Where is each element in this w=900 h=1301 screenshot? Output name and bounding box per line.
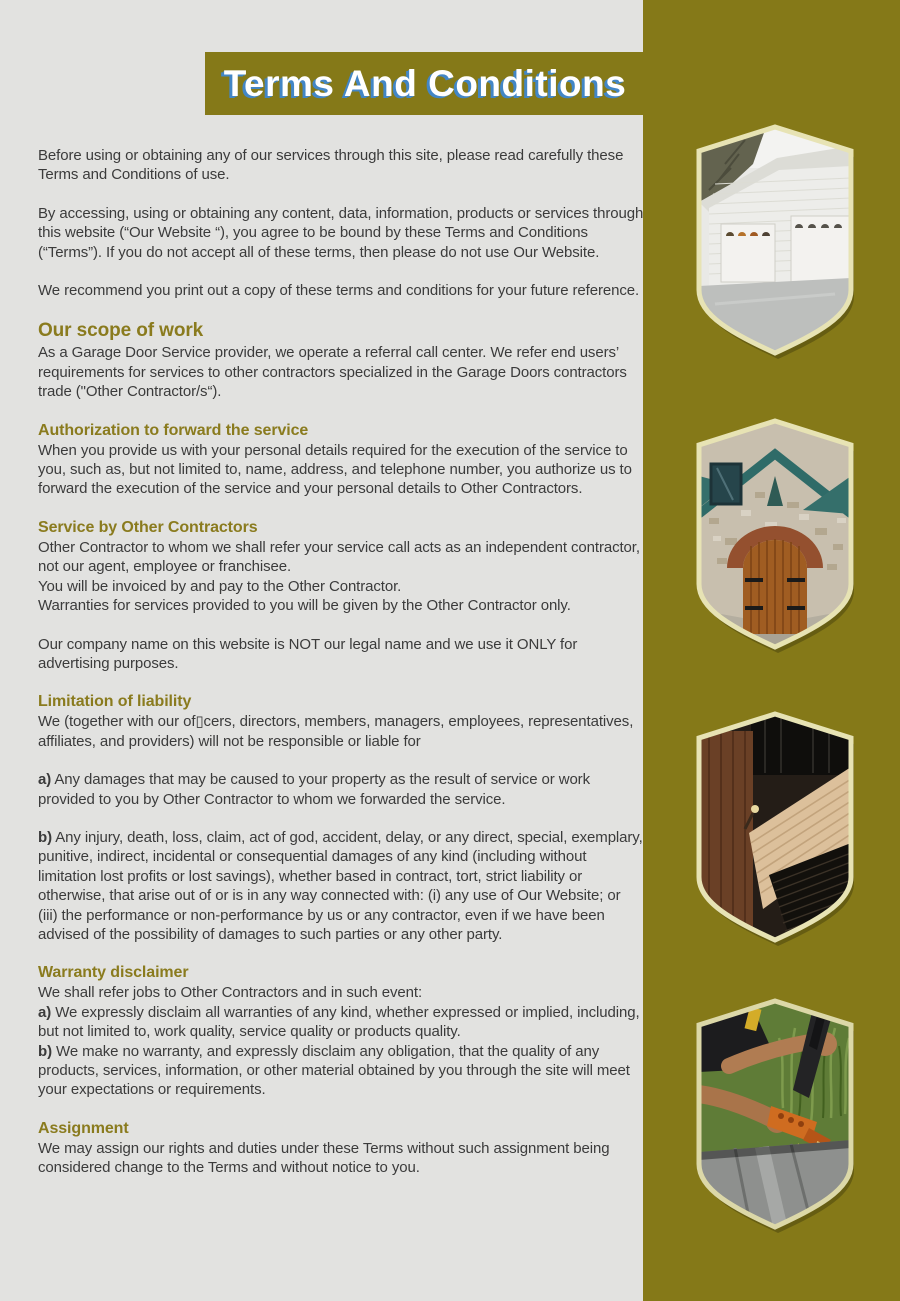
heading-assignment: Assignment [38, 1119, 129, 1137]
service-line-3: Warranties for services provided to you will be given by the Other Contractor only. [38, 597, 571, 615]
warranty-paragraph [38, 983, 644, 1099]
white-double-garage-doors-photo [695, 124, 855, 360]
title-banner [205, 52, 645, 115]
limitation-item-b [38, 828, 644, 944]
technician-welding-garage-panel-photo [695, 998, 855, 1234]
heading-scope-of-work: Our scope of work [38, 320, 204, 342]
warranty-line-1: We shall refer jobs to Other Contractors and in such event: [38, 984, 423, 1002]
service-line-1: Other Contractor to whom we shall refer your service call acts as an independent contractor, not our agent, employee or franchisee. [38, 538, 640, 576]
intro-paragraph-2: By accessing, using or obtaining any content, data, information, products or services through this website (“Our Website “), you agree to be bound by these Terms and Conditions (“Terms”). If you do not accept all of these terms, then please do not use Our Website. [38, 204, 644, 261]
item-a-label: a) [38, 771, 52, 789]
company-name-note: Our company name on this website is NOT our legal name and we use it ONLY for advertising purposes. [38, 635, 578, 672]
page-title: Terms And Conditions [223, 62, 627, 104]
assignment-paragraph: We may assign our rights and duties under these Terms without such assignment being considered change to the Terms and without notice to you. [38, 1139, 610, 1177]
service-line-2: You will be invoiced by and pay to the Other Contractor. [38, 577, 402, 595]
modern-wood-siding-garage-photo [695, 711, 855, 947]
limitation-paragraph: We (together with our of▯cers, directors, members, managers, employees, representatives, affiliates, and providers) will not be responsible or liable for [38, 713, 634, 750]
item-b-label: b) [38, 828, 52, 846]
service-paragraph [38, 538, 644, 616]
heading-authorization: Authorization to forward the service [38, 421, 309, 439]
warranty-item-b-text: We make no warranty, and expressly disclaim any obligation, that the quality of any products, services, information, or other material obtained by you through the site will meet your expectations or requirements. [38, 1042, 630, 1099]
limitation-item-a [38, 770, 644, 809]
warranty-item-a-text: We expressly disclaim all warranties of any kind, whether expressed or implied, including, but not limited to, work quality, service quality or products quality. [38, 1003, 640, 1041]
warranty-item-a-label: a) [38, 1003, 52, 1021]
item-a-text: Any damages that may be caused to your property as the result of service or work provided to you by Other Contractor to whom we forwarded the service. [38, 771, 590, 808]
heading-warranty-disclaimer: Warranty disclaimer [38, 964, 189, 982]
terms-content [38, 146, 644, 1197]
heading-service-by-other-contractors: Service by Other Contractors [38, 518, 258, 536]
authorization-paragraph: When you provide us with your personal details required for the execution of the service to you, such as, but not limited to, name, address, and telephone number, you authorize us to forward the execution of the service and your personal details to Other Contractors. [38, 441, 632, 498]
intro-paragraph-3: We recommend you print out a copy of these terms and conditions for your future reference. [38, 282, 640, 300]
heading-limitation-of-liability: Limitation of liability [38, 693, 192, 711]
stone-house-arched-wood-garage-door-photo [695, 418, 855, 654]
intro-paragraph-1: Before using or obtaining any of our services through this site, please read carefully these Terms and Conditions of use. [38, 147, 624, 184]
item-b-text: Any injury, death, loss, claim, act of god, accident, delay, or any direct, special, exemplary, punitive, indirect, incidental or consequential damages of any kind (including without limitation lost profits or lost savings), whether based in contract, tort, strict liability or otherwise, that arise out of or is in any way connected with: (i) any use of Our Website; or (iii) the performance or non-performance by us or any contractor, even if we have been advised of the possibility of damages to such parties or any other party. [38, 828, 643, 943]
scope-paragraph: As a Garage Door Service provider, we operate a referral call center. We refer end users’ requirements for services to other contractors specialized in the Garage Doors contractors trade ("Other Contractor/s“). [38, 344, 627, 401]
warranty-item-b-label: b) [38, 1042, 52, 1060]
